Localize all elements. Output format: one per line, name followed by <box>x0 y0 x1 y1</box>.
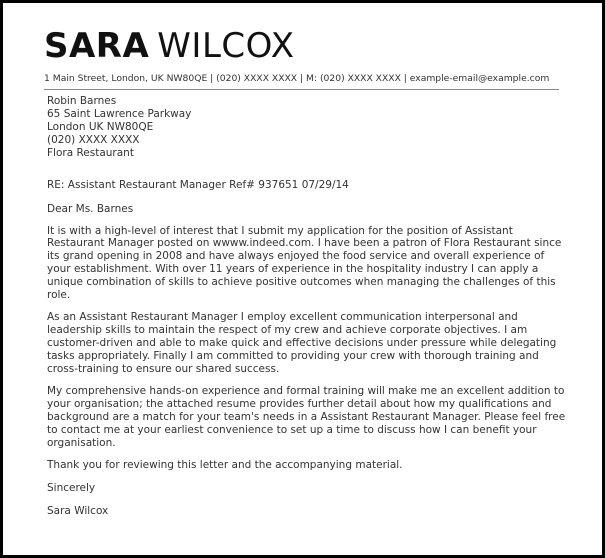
letter-body <box>47 179 567 528</box>
sender-name <box>44 26 295 66</box>
sender-contact-line: 1 Main Street, London, UK NW80QE | (020) XXXX XXXX | M: (020) XXXX XXXX | example-email@example.com <box>44 73 550 84</box>
body-paragraph: It is with a high-level of interest that I submit my application for the position of Assistant Restaurant Manager posted on wwww.indeed.com. I have been a patron of Flora Restaurant since its grand opening in 2008 and have always enjoyed the food service and overall experience of your establishment. With over 11 years of experience in the hospitality industry I can apply a unique combination of skills to achieve positive outcomes when managing the challenges of this role. <box>47 224 562 301</box>
body-paragraph: Thank you for reviewing this letter and the accompanying material. <box>47 459 403 472</box>
salutation: Dear Ms. Barnes <box>47 202 134 215</box>
signature-name: Sara Wilcox <box>47 504 109 517</box>
header-divider <box>44 89 559 90</box>
closing: Sincerely <box>47 482 96 495</box>
body-paragraph: As an Assistant Restaurant Manager I employ excellent communication interpersonal and leadership skills to maintain the respect of my crew and achieve corporate objectives. I am customer-driven and able to make quick and effective decisions under pressure while delegating tasks appropriately. Finally I am committed to providing your crew with thorough training and cross-training to ensure our shared success. <box>47 311 557 375</box>
recipient-company: Flora Restaurant <box>47 147 134 159</box>
sender-first-name: SARA <box>44 26 150 66</box>
sender-last-name: WILCOX <box>157 26 295 66</box>
recipient-street: 65 Saint Lawrence Parkway <box>47 108 192 120</box>
subject-line: RE: Assistant Restaurant Manager Ref# 937651 07/29/14 <box>47 179 349 191</box>
recipient-address <box>47 95 191 160</box>
body-paragraph: My comprehensive hands-on experience and formal training will make me an excellent addition to your organisation; the attached resume provides further detail about how my qualifications and background are a match for your team's needs in a Assistant Restaurant Manager. Please feel free to contact me at your earliest convenience to set up a time to discuss how I can benefit your organisation. <box>47 385 566 449</box>
recipient-city: London UK NW80QE <box>47 121 154 133</box>
recipient-name: Robin Barnes <box>47 95 117 107</box>
recipient-phone: (020) XXXX XXXX <box>47 134 140 146</box>
